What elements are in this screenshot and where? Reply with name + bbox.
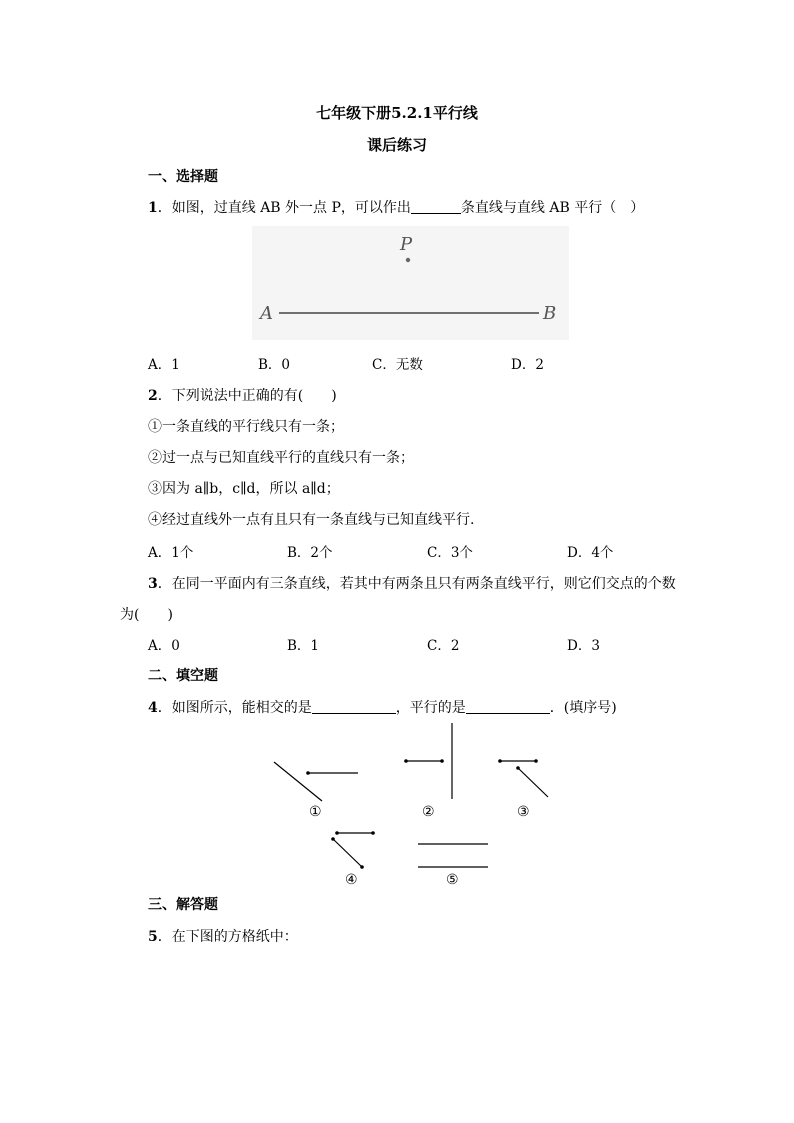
point-a-label: A: [260, 303, 273, 324]
page-subtitle: 课后练习: [366, 136, 427, 154]
fig1-endpoint: [306, 771, 310, 775]
q3-option-c: C．2: [427, 638, 460, 654]
fig2-endpoint: [404, 759, 408, 763]
answer-blank: [411, 199, 461, 214]
fig-label-3: ③: [517, 804, 530, 820]
answer-blank-intersect: [312, 699, 396, 714]
question-number: 4: [148, 700, 158, 716]
page-title: 七年级下册5.2.1平行线: [316, 104, 478, 122]
question-2: [148, 385, 337, 405]
question-text: ，平行的是: [395, 700, 466, 716]
fig4-segment-b: [333, 839, 362, 867]
fig4-endpoint: [360, 865, 364, 869]
q2-option-b: B．2个: [287, 545, 333, 561]
question-text: ．在同一平面内有三条直线，若其中有两条且只有两条直线平行，则它们交点的个数: [157, 576, 676, 592]
fig-label-1: ①: [309, 804, 322, 820]
question-text: ．在下图的方格纸中：: [157, 929, 298, 945]
fig3-endpoint: [516, 766, 520, 770]
question-1: [148, 197, 644, 217]
section-heading-fill: 二、填空题: [148, 668, 218, 684]
q3-option-a: A．0: [148, 638, 180, 654]
point-p-label: P: [400, 234, 413, 255]
section-heading-choice: 一、选择题: [148, 169, 218, 185]
q2-option-d: D．4个: [567, 545, 614, 561]
question-number: 5: [148, 929, 158, 945]
point-p: [406, 258, 410, 262]
fig1-segment-a: [274, 762, 322, 801]
fig3-ray-b: [518, 768, 548, 797]
answer-blank-parallel: [466, 699, 550, 714]
q3-option-b: B．1: [287, 638, 320, 654]
q2-statement-1: ①一条直线的平行线只有一条；: [148, 419, 344, 435]
question-text: ．(填序号): [549, 700, 617, 716]
q4-figure: [0, 715, 794, 915]
q2-statement-4: ④经过直线外一点有且只有一条直线与已知直线平行.: [148, 512, 475, 528]
q1-option-b: B．0: [258, 357, 291, 373]
question-number: 2: [148, 388, 158, 404]
question-5: [148, 926, 298, 946]
question-number: 1: [148, 200, 158, 216]
question-4: [148, 697, 617, 717]
q2-statement-2: ②过一点与已知直线平行的直线只有一条；: [148, 450, 414, 466]
fig4-endpoint: [335, 831, 339, 835]
q1-option-a: A．1: [148, 357, 180, 373]
fig4-endpoint: [331, 837, 335, 841]
question-text: ．下列说法中正确的有( ): [157, 388, 337, 404]
fig4-endpoint: [371, 831, 375, 835]
fig-label-5: ⑤: [446, 872, 459, 888]
fig3-endpoint: [498, 759, 502, 763]
fig3-endpoint: [534, 759, 538, 763]
q1-option-d: D．2: [511, 357, 544, 373]
q2-option-a: A．1个: [148, 545, 194, 561]
question-text: ．如图，过直线 AB 外一点 P，可以作出: [157, 200, 411, 216]
fig-label-2: ②: [422, 804, 435, 820]
q2-statement-3: ③因为 a∥b，c∥d，所以 a∥d；: [148, 481, 340, 497]
fig2-endpoint: [440, 759, 444, 763]
q1-figure: [252, 226, 569, 340]
question-3: [148, 573, 676, 593]
point-b-label: B: [543, 303, 557, 324]
question-text: ．如图所示，能相交的是: [157, 700, 312, 716]
section-heading-answer: 三、解答题: [148, 897, 218, 913]
question-number: 3: [148, 576, 158, 592]
fig-label-4: ④: [345, 872, 358, 888]
q1-option-c: C．无数: [372, 357, 423, 373]
q2-option-c: C．3个: [427, 545, 473, 561]
q3-option-d: D．3: [567, 638, 600, 654]
question-3-line-2: 为( ): [120, 607, 173, 623]
question-text: 条直线与直线 AB 平行（ ）: [460, 200, 645, 216]
